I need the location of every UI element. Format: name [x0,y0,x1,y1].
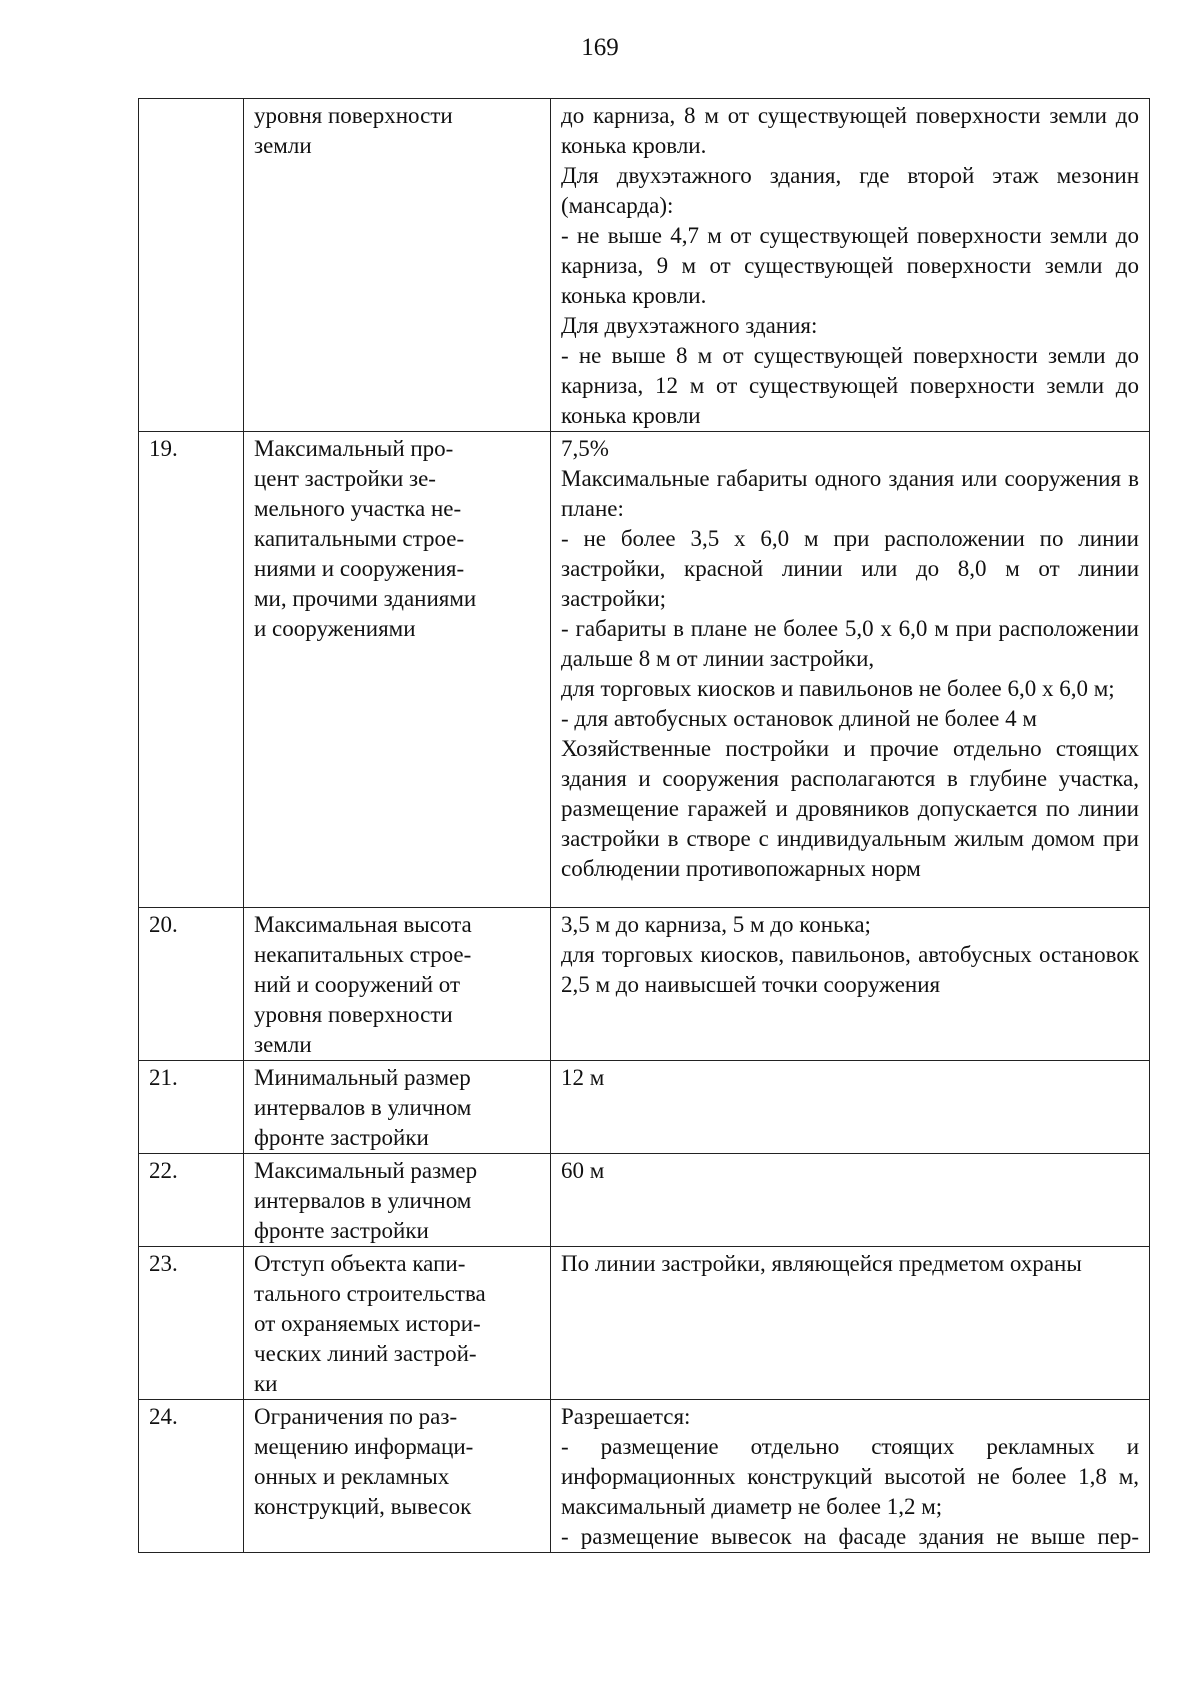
row-number: 22. [139,1154,244,1247]
parameter-line: ки [254,1371,278,1396]
parameter-line: интервалов в уличном [254,1095,472,1120]
value-cell [551,1400,1150,1553]
parameter-line: земли [254,1032,312,1057]
parameter-cell [244,908,551,1061]
value-paragraph: - не выше 8 м от существующей поверхности земли до карниза, 12 м от существующей поверхности земли до конька кровли [561,343,1139,428]
value-cell [551,1154,1150,1247]
value-paragraph: для торговых киосков и павильонов не более 6,0 х 6,0 м; [561,676,1115,701]
parameter-line: ний и сооружений от [254,972,461,997]
table-row [139,99,1150,432]
parameter-line: фронте застройки [254,1218,429,1243]
parameter-line: Максимальный размер [254,1158,478,1183]
parameter-line: ниями и сооружения- [254,556,465,581]
parameter-line: цент застройки зе- [254,466,436,491]
value-paragraph: - размещение вывесок на фасаде здания не выше пер- [561,1524,1139,1549]
parameter-line: ческих линий застрой- [254,1341,477,1366]
value-paragraph: Для двухэтажного здания, где второй этаж мезонин (мансарда): [561,163,1139,218]
parameter-line: конструкций, вывесок [254,1494,472,1519]
value-paragraph: 12 м [561,1065,605,1090]
value-paragraph: для торговых киосков, павильонов, автобусных остановок 2,5 м до наивысшей точки сооружения [561,942,1139,997]
parameter-line: Минимальный размер [254,1065,471,1090]
table-row [139,1061,1150,1154]
regulations-table [138,98,1150,1553]
value-paragraph: - не выше 4,7 м от существующей поверхности земли до карниза, 9 м от существующей поверхности земли до конька кровли. [561,223,1139,308]
page-number: 169 [581,34,619,61]
parameter-line: уровня поверхности [254,1002,453,1027]
table-row [139,432,1150,908]
parameter-cell [244,1061,551,1154]
value-paragraph: Разрешается: [561,1404,691,1429]
value-cell [551,432,1150,908]
row-number: 19. [139,432,244,908]
value-cell [551,99,1150,432]
value-paragraph: - габариты в плане не более 5,0 х 6,0 м при расположении дальше 8 м от линии застройки, [561,616,1139,671]
parameter-cell [244,99,551,432]
parameter-line: от охраняемых истори- [254,1311,481,1336]
parameter-line: земли [254,133,312,158]
table-row [139,1154,1150,1247]
value-cell [551,908,1150,1061]
parameter-line: Ограничения по раз- [254,1404,458,1429]
parameter-cell [244,1400,551,1553]
value-paragraph: Хозяйственные постройки и прочие отдельно стоящих здания и сооружения располагаются в глубине участка, размещение гаражей и дровяников допускается по линии застройки в створе с индивидуальным жилым домом при соблюдении противопожарных норм [561,736,1139,881]
parameter-line: Отступ объекта капи- [254,1251,466,1276]
parameter-line: Максимальный про- [254,436,454,461]
value-paragraph: - не более 3,5 х 6,0 м при расположении по линии застройки, красной линии или до 8,0 м от линии застройки; [561,526,1139,611]
value-cell [551,1061,1150,1154]
table-row [139,1247,1150,1400]
parameter-line: ми, прочими зданиями [254,586,477,611]
table-row [139,908,1150,1061]
row-number: 23. [139,1247,244,1400]
parameter-line: капитальными строе- [254,526,465,551]
value-paragraph: до карниза, 8 м от существующей поверхности земли до конька кровли. [561,103,1139,158]
value-paragraph: Для двухэтажного здания: [561,313,818,338]
parameter-line: Максимальная высота [254,912,472,937]
value-paragraph: По линии застройки, являющейся предметом охраны [561,1251,1082,1276]
parameter-line: онных и рекламных [254,1464,450,1489]
parameter-line: фронте застройки [254,1125,429,1150]
row-number: 21. [139,1061,244,1154]
row-number [139,99,244,432]
table-row [139,1400,1150,1553]
parameter-line: мельного участка не- [254,496,462,521]
value-paragraph: - размещение отдельно стоящих рекламных и информационных конструкций высотой не более 1,8 м, максимальный диаметр не более 1,2 м; [561,1434,1139,1519]
parameter-cell [244,1247,551,1400]
value-paragraph: 60 м [561,1158,605,1183]
value-paragraph: - для автобусных остановок длиной не более 4 м [561,706,1037,731]
parameter-line: уровня поверхности [254,103,453,128]
value-paragraph: Максимальные габариты одного здания или сооружения в плане: [561,466,1139,521]
parameter-line: тального строительства [254,1281,486,1306]
value-paragraph: 7,5% [561,436,609,461]
row-number: 24. [139,1400,244,1553]
parameter-line: интервалов в уличном [254,1188,472,1213]
parameter-cell [244,1154,551,1247]
table-body [139,99,1150,1553]
value-paragraph: 3,5 м до карниза, 5 м до конька; [561,912,871,937]
parameter-line: мещению информаци- [254,1434,474,1459]
parameter-cell [244,432,551,908]
parameter-line: и сооружениями [254,616,416,641]
value-cell [551,1247,1150,1400]
row-number: 20. [139,908,244,1061]
parameter-line: некапитальных строе- [254,942,472,967]
